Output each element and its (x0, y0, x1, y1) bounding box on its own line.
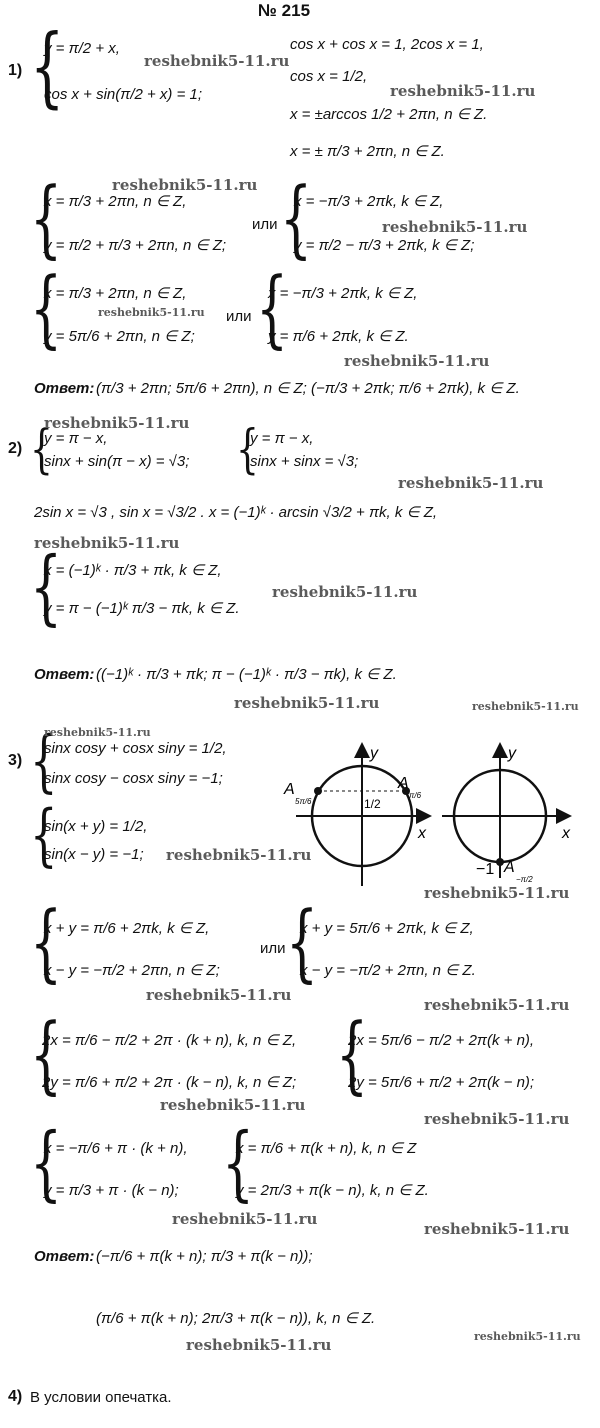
part1-derivation-1: cos x + cos x = 1, 2cos x = 1, (290, 36, 484, 53)
system-brace: { (286, 894, 319, 992)
watermark: reshebnik5-11.ru (186, 1336, 332, 1354)
part1-system-eq1: y = π/2 + x, (44, 40, 120, 57)
part3-res-b-eq1: x = π/6 + π(k + n), k, n ∈ Z (236, 1140, 417, 1157)
part3-case-b-eq1: x + y = 5π/6 + 2πk, k ∈ Z, (300, 920, 474, 937)
part1-case-a1-eq1: x = π/3 + 2πn, n ∈ Z, (44, 193, 187, 210)
point-left-subscript: 5π/6 (295, 797, 312, 806)
x-axis-label: x (562, 825, 570, 842)
part1-case-b2-eq2: y = π/6 + 2πk, k ∈ Z. (268, 328, 409, 345)
system-brace: { (222, 1116, 255, 1211)
system-brace: { (236, 420, 259, 480)
unit-circle-figure-1 (280, 738, 440, 888)
part3-sum-b-eq2: 2y = 5π/6 + π/2 + 2π(k − n); (348, 1074, 535, 1091)
point-marker (314, 787, 322, 795)
part3-case-a-eq2: x − y = −π/2 + 2πn, n ∈ Z; (44, 962, 220, 979)
watermark: reshebnik5-11.ru (424, 1110, 570, 1128)
answer-label: Ответ: (34, 666, 95, 683)
part1-derivation-4: x = ± π/3 + 2πn, n ∈ Z. (290, 143, 445, 160)
watermark: reshebnik5-11.ru (146, 986, 292, 1004)
part1-case-a2-eq1: x = π/3 + 2πn, n ∈ Z, (44, 285, 187, 302)
x-axis-label: x (418, 825, 426, 842)
part1-case-a2-eq2: y = 5π/6 + 2πn, n ∈ Z; (44, 328, 195, 345)
part4-label: 4) (8, 1388, 23, 1405)
part3-sum-b-eq1: 2x = 5π/6 − π/2 + 2π(k + n), (348, 1032, 535, 1049)
part3-sum-a-eq1: 2x = π/6 − π/2 + 2π · (k + n), k, n ∈ Z, (42, 1032, 297, 1049)
watermark: reshebnik5-11.ru (424, 1220, 570, 1238)
or-word: или (252, 216, 278, 233)
part2-answer: ((−1)ᵏ · π/3 + πk; π − (−1)ᵏ · π/3 − πk), k ∈ Z. (96, 666, 397, 683)
system-brace: { (336, 1006, 369, 1104)
part3-answer-line1: (−π/6 + π(k + n); π/3 + π(k − n)); (96, 1248, 313, 1265)
part3-res-a-eq2: y = π/3 + π · (k − n); (44, 1182, 179, 1199)
point-left-label: A (284, 781, 295, 798)
watermark: reshebnik5-11.ru (144, 52, 290, 70)
watermark: reshebnik5-11.ru (472, 700, 579, 713)
watermark: reshebnik5-11.ru (44, 726, 151, 739)
answer-label: Ответ: (34, 1248, 95, 1265)
watermark: reshebnik5-11.ru (344, 352, 490, 370)
watermark: reshebnik5-11.ru (424, 996, 570, 1014)
part1-answer: (π/3 + 2πn; 5π/6 + 2πn), n ∈ Z; (−π/3 + 2πk; π/6 + 2πk), k ∈ Z. (96, 380, 520, 397)
part3-case-a-eq1: x + y = π/6 + 2πk, k ∈ Z, (44, 920, 210, 937)
level-label: −1 (476, 861, 495, 878)
watermark: reshebnik5-11.ru (98, 306, 205, 319)
y-axis-label: y (370, 745, 378, 762)
watermark: reshebnik5-11.ru (398, 474, 544, 492)
part3-label: 3) (8, 752, 23, 769)
watermark: reshebnik5-11.ru (234, 694, 380, 712)
watermark: reshebnik5-11.ru (424, 884, 570, 902)
part2-derivation-line: 2sin x = √3 , sin x = √3/2 . x = (−1)ᵏ · arcsin √3/2 + πk, k ∈ Z, (34, 504, 438, 521)
system-brace: { (30, 894, 63, 992)
part1-derivation-2: cos x = 1/2, (290, 68, 368, 85)
part1-case-a1-eq2: y = π/2 + π/3 + 2πn, n ∈ Z; (44, 237, 227, 254)
watermark: reshebnik5-11.ru (34, 534, 180, 552)
part3-system2-eq1: sin(x + y) = 1/2, (44, 818, 148, 835)
point-label: A (504, 859, 515, 876)
point-right-subscript: π/6 (409, 791, 422, 800)
system-brace: { (30, 722, 58, 801)
part1-derivation-3: x = ±arccos 1/2 + 2πn, n ∈ Z. (290, 106, 488, 123)
point-right-label: A (398, 775, 409, 792)
or-word: или (260, 940, 286, 957)
or-word: или (226, 308, 252, 325)
watermark: reshebnik5-11.ru (44, 414, 190, 432)
part3-system2-eq2: sin(x − y) = −1; (44, 846, 144, 863)
part3-res-a-eq1: x = −π/6 + π · (k + n), (44, 1140, 188, 1157)
part3-sum-a-eq2: 2y = π/6 + π/2 + 2π · (k − n), k, n ∈ Z; (42, 1074, 297, 1091)
part2-result-eq2: y = π − (−1)ᵏ π/3 − πk, k ∈ Z. (44, 600, 240, 617)
system-brace: { (30, 1006, 63, 1104)
part2-system2-eq1: y = π − x, (250, 430, 314, 447)
system-brace: { (30, 260, 63, 358)
system-brace: { (30, 1116, 63, 1211)
part3-case-b-eq2: x − y = −π/2 + 2πn, n ∈ Z. (300, 962, 476, 979)
watermark: reshebnik5-11.ru (272, 583, 418, 601)
part3-answer-line2: (π/6 + π(k + n); 2π/3 + π(k − n)), k, n ∈ Z. (96, 1310, 376, 1327)
part1-case-b1-eq1: x = −π/3 + 2πk, k ∈ Z, (294, 193, 444, 210)
part2-result-eq1: x = (−1)ᵏ · π/3 + πk, k ∈ Z, (44, 562, 222, 579)
part1-case-b1-eq2: y = π/2 − π/3 + 2πk, k ∈ Z; (294, 237, 475, 254)
system-brace: { (280, 170, 313, 268)
part2-system2-eq2: sinx + sinx = √3; (250, 453, 359, 470)
answer-label: Ответ: (34, 380, 95, 397)
watermark: reshebnik5-11.ru (382, 218, 528, 236)
point-subscript: −π/2 (516, 875, 533, 884)
part3-system1-eq1: sinx cosy + cosx siny = 1/2, (44, 740, 227, 757)
system-brace: { (30, 420, 53, 480)
part3-system1-eq2: sinx cosy − cosx siny = −1; (44, 770, 223, 787)
system-brace: { (30, 16, 65, 119)
part2-system1-eq1: y = π − x, (44, 430, 108, 447)
watermark: reshebnik5-11.ru (390, 82, 536, 100)
watermark: reshebnik5-11.ru (166, 846, 312, 864)
part3-res-b-eq2: y = 2π/3 + π(k − n), k, n ∈ Z. (236, 1182, 429, 1199)
watermark: reshebnik5-11.ru (172, 1210, 318, 1228)
point-marker (496, 858, 504, 866)
level-label: 1/2 (364, 797, 381, 811)
part1-case-b2-eq1: x = −π/3 + 2πk, k ∈ Z, (268, 285, 418, 302)
system-brace: { (30, 170, 63, 268)
unit-circle-figure-2 (440, 738, 590, 888)
problem-title: № 215 (258, 1, 311, 20)
system-brace: { (30, 540, 63, 635)
system-brace: { (30, 796, 58, 875)
watermark: reshebnik5-11.ru (160, 1096, 306, 1114)
watermark: reshebnik5-11.ru (112, 176, 258, 194)
part1-system-eq2: cos x + sin(π/2 + x) = 1; (44, 86, 203, 103)
part4-text: В условии опечатка. (30, 1389, 172, 1406)
watermark: reshebnik5-11.ru (474, 1330, 581, 1343)
part2-label: 2) (8, 440, 23, 457)
part1-label: 1) (8, 62, 23, 79)
system-brace: { (256, 260, 289, 358)
part2-system1-eq2: sinx + sin(π − x) = √3; (44, 453, 190, 470)
y-axis-label: y (508, 745, 516, 762)
